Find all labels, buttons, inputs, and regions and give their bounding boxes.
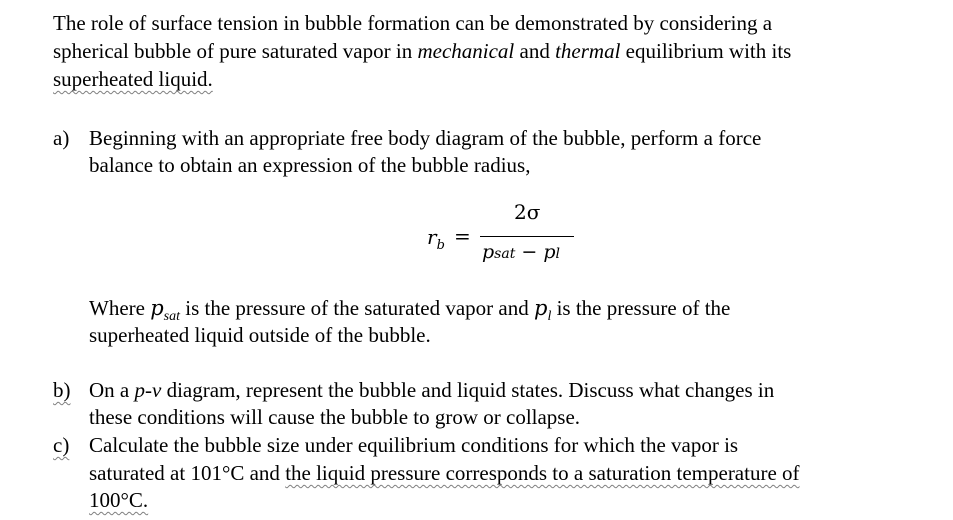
part-b-label: b) bbox=[53, 378, 71, 402]
part-c-line-1 bbox=[89, 432, 738, 458]
part-c-line-2 bbox=[89, 460, 800, 486]
part-c-label: c) bbox=[53, 433, 70, 457]
where-line-2 bbox=[89, 322, 431, 348]
part-b-line-1 bbox=[89, 377, 774, 403]
intro-italic-thermal: thermal bbox=[555, 39, 621, 63]
equation-denominator bbox=[482, 241, 560, 263]
intro-italic-mechanical: mechanical bbox=[417, 39, 515, 63]
equation-lhs bbox=[427, 225, 445, 253]
intro-text-2a: spherical bubble of pure saturated vapor in bbox=[53, 39, 418, 63]
part-b-text-2: these conditions will cause the bubble to grow or collapse. bbox=[89, 405, 581, 429]
part-b-text-1a: On a bbox=[89, 378, 135, 402]
part-a-line-2 bbox=[89, 152, 530, 178]
where-text-1c: is the pressure of the bbox=[551, 296, 731, 320]
part-a-line-1 bbox=[89, 125, 761, 151]
intro-line-2 bbox=[53, 38, 791, 64]
part-b-text-1c: diagram, represent the bubble and liquid states. Discuss what changes in bbox=[161, 378, 775, 402]
intro-text-2c: and bbox=[514, 39, 556, 63]
where-pl-sub: l bbox=[547, 309, 552, 324]
part-c-text-2b: the liquid pressure corresponds to a saturation temperature of bbox=[285, 461, 800, 485]
part-a-text-2: balance to obtain an expression of the bubble radius, bbox=[89, 153, 531, 177]
where-text-1a: Where bbox=[89, 296, 151, 320]
equation-den-p1: p bbox=[482, 241, 495, 263]
part-c-line-3 bbox=[89, 487, 148, 513]
where-psat-sub: sat bbox=[163, 309, 181, 324]
part-a-label: a) bbox=[53, 126, 70, 150]
where-psat-p: p bbox=[150, 296, 164, 320]
equation-den-p1-sub: sat bbox=[494, 246, 516, 262]
equation-den-p2: p bbox=[543, 241, 556, 263]
intro-text-2e: equilibrium with its bbox=[620, 39, 792, 63]
intro-line-3 bbox=[53, 66, 213, 92]
part-b-line-2 bbox=[89, 404, 580, 430]
where-text-1b: is the pressure of the saturated vapor and bbox=[180, 296, 534, 320]
equation-numerator: 2σ bbox=[514, 200, 541, 224]
part-c-text-2a: saturated at 101°C and bbox=[89, 461, 286, 485]
part-c-text-1: Calculate the bubble size under equilibrium conditions for which the vapor is bbox=[89, 433, 739, 457]
where-text-2: superheated liquid outside of the bubble. bbox=[89, 323, 431, 347]
part-b-italic-pv: p-v bbox=[134, 378, 162, 402]
equation-equals: = bbox=[454, 224, 471, 248]
equation-lhs-r: r bbox=[427, 225, 437, 249]
intro-text-1: The role of surface tension in bubble formation can be demonstrated by considering a bbox=[53, 11, 773, 35]
part-c-text-3: 100°C. bbox=[89, 488, 149, 512]
equation-den-minus: − bbox=[515, 241, 544, 263]
intro-line-1 bbox=[53, 10, 772, 36]
equation-fraction-bar bbox=[480, 236, 574, 237]
intro-text-3: superheated liquid. bbox=[53, 67, 213, 91]
equation-den-p2-sub: l bbox=[555, 246, 560, 262]
where-pl-p: p bbox=[533, 296, 548, 320]
part-a-text-1: Beginning with an appropriate free body diagram of the bubble, perform a force bbox=[89, 126, 762, 150]
equation-lhs-sub: b bbox=[436, 238, 445, 253]
